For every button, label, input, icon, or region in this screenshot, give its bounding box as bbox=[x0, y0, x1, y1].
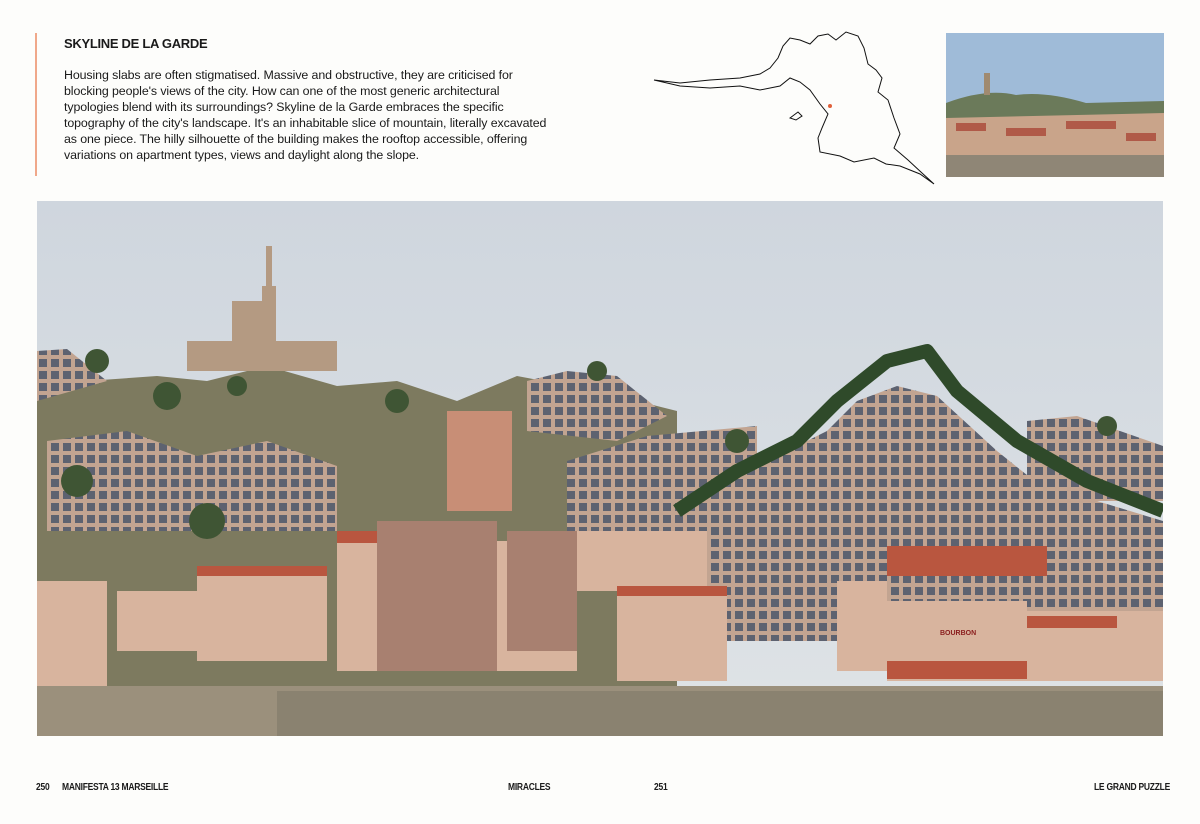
marseille-outline-map bbox=[650, 28, 942, 188]
left-page-number: 250 bbox=[36, 782, 50, 793]
bourbon-sign: BOURBON bbox=[940, 630, 977, 637]
article-title: SKYLINE DE LA GARDE bbox=[64, 36, 208, 51]
location-marker bbox=[828, 104, 832, 108]
section-title: MIRACLES bbox=[508, 782, 551, 793]
right-running-title: LE GRAND PUZZLE bbox=[1094, 782, 1170, 793]
notre-dame-de-la-garde-photo bbox=[946, 33, 1164, 177]
right-page-number: 251 bbox=[654, 782, 668, 793]
skyline-collage-photo bbox=[37, 201, 1163, 736]
article-body: Housing slabs are often stigmatised. Massive and obstructive, they are criticised for blocking people's views of the city. How can one of the most generic architectural typologies blend with its surroundings? Skyline de la Garde embraces the specific topography of the city's landscape. It's an inhabitable slice of mountain, literally excavated as one piece. The hilly silhouette of the building makes the rooftop accessible, offering variations on apartment types, views and daylight along the slope. bbox=[64, 68, 547, 162]
accent-rule bbox=[35, 33, 37, 176]
left-running-title: MANIFESTA 13 MARSEILLE bbox=[62, 782, 169, 793]
